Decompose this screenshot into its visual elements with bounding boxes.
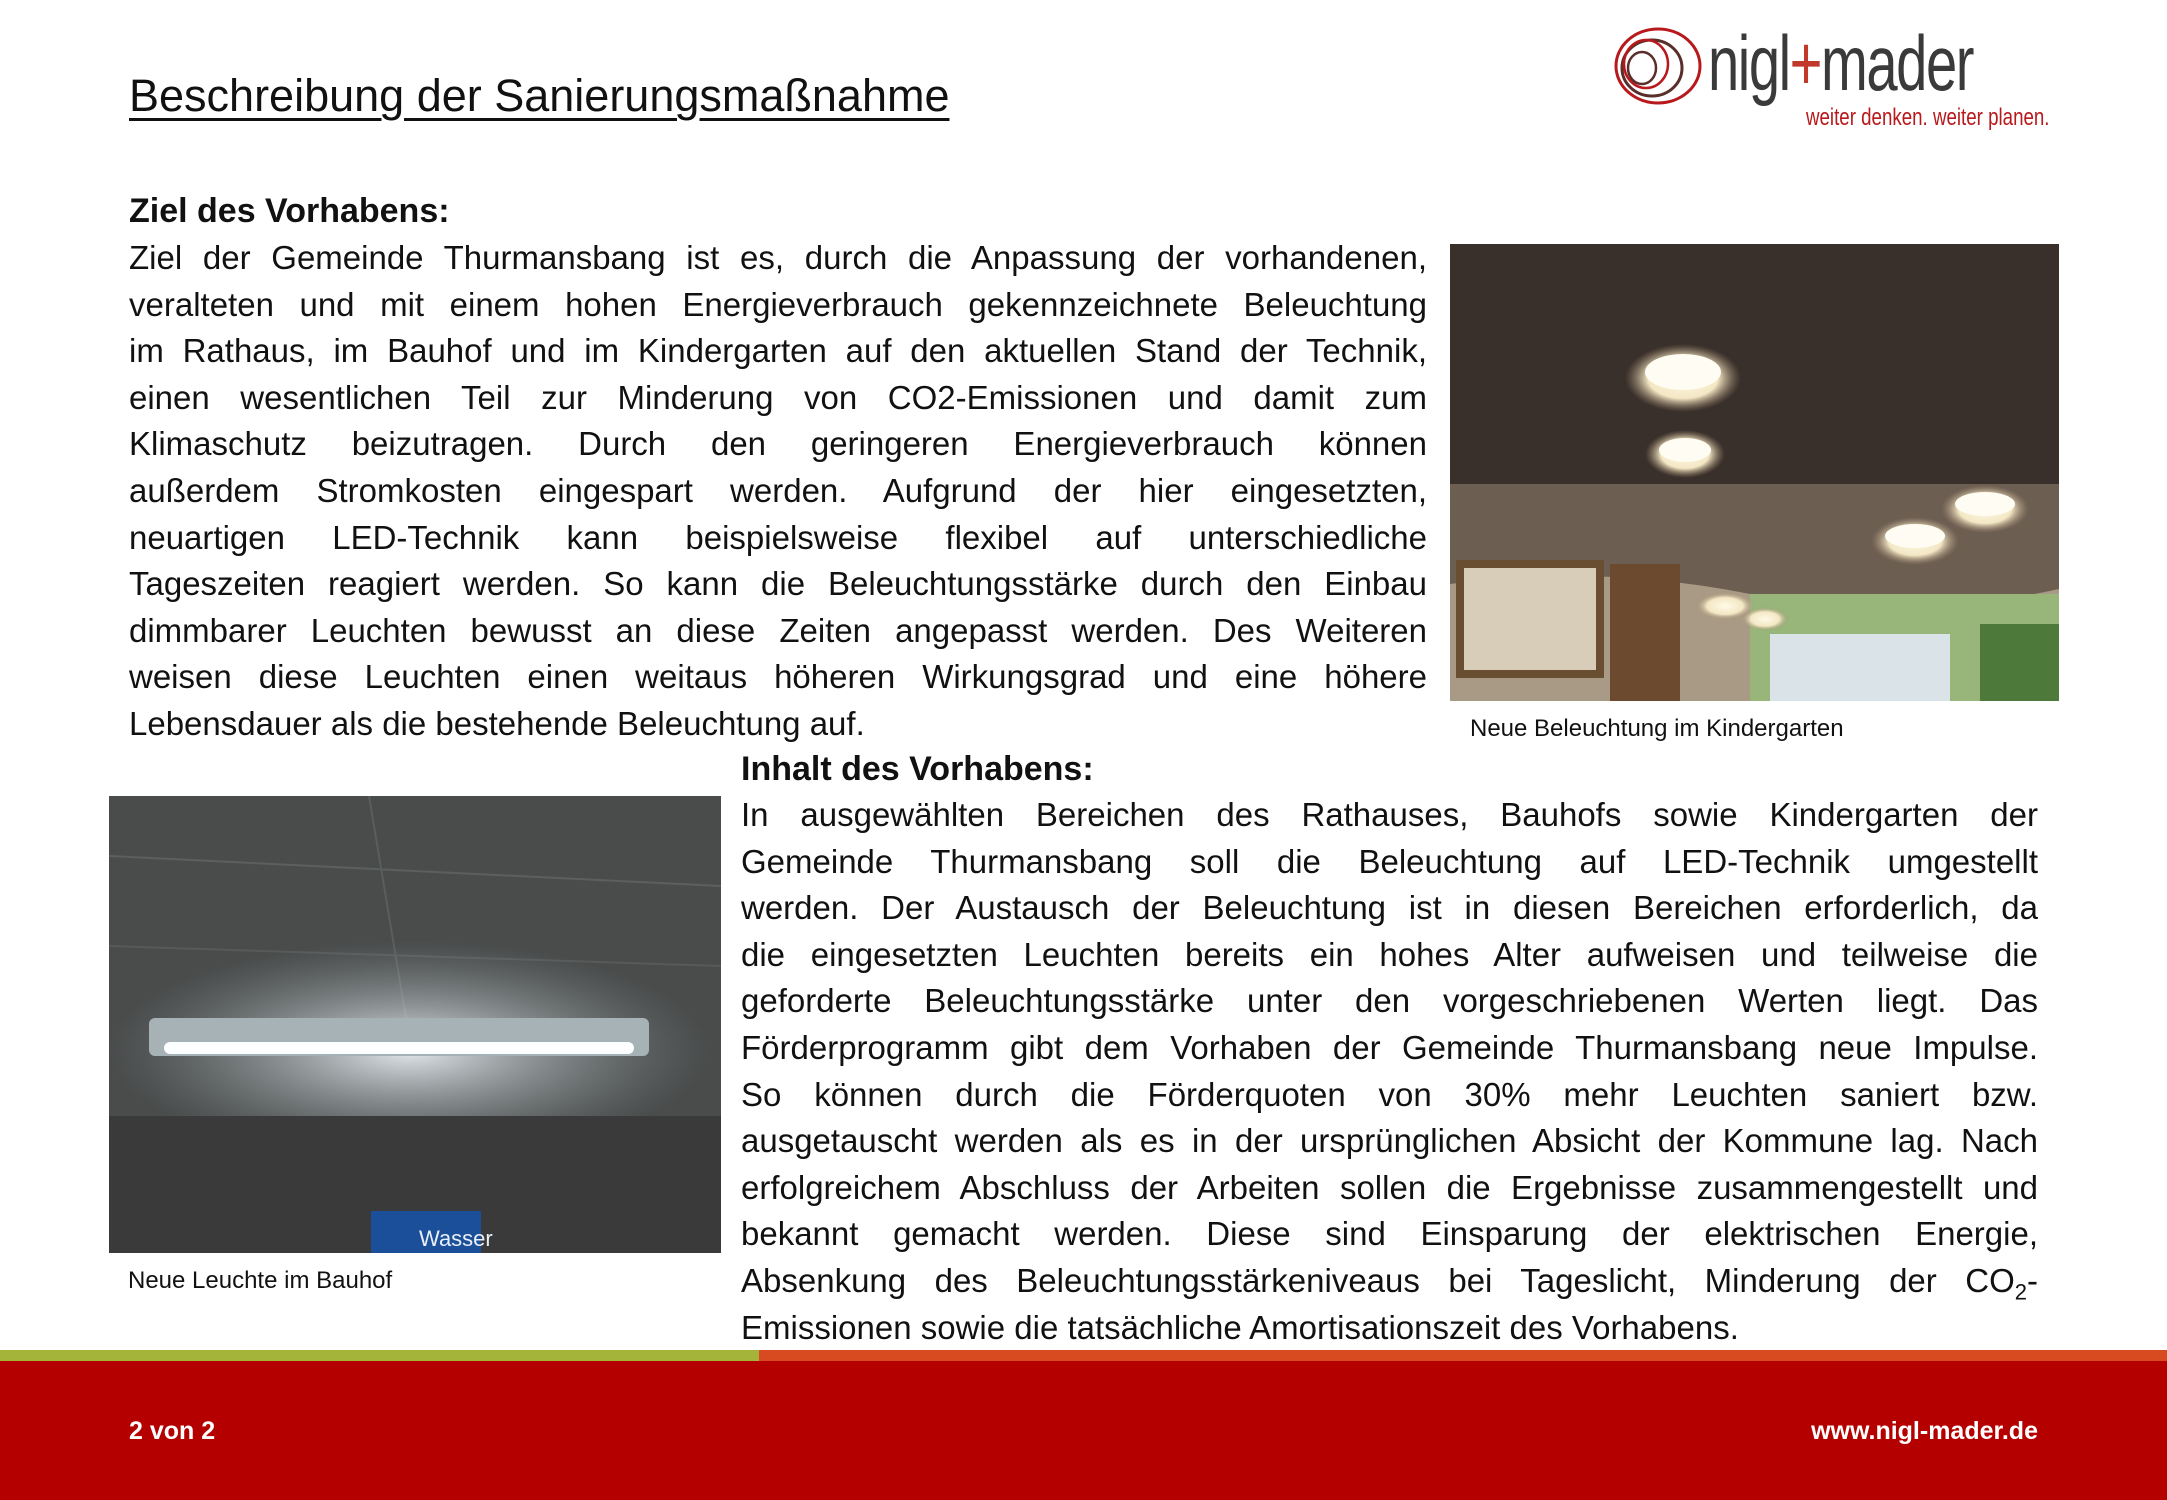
paragraph-line: Lebensdauer als die bestehende Beleuchtung auf. — [129, 704, 865, 742]
logo-wordmark: nigl+mader — [1708, 19, 1974, 107]
website-link[interactable]: www.nigl-mader.de — [1811, 1417, 2038, 1445]
paragraph-line: außerdem Stromkosten eingespart werden. Aufgrund der hier eingesetzten, — [129, 471, 1427, 509]
goal-heading: Ziel des Vorhabens: — [129, 192, 450, 230]
paragraph-line: Emissionen sowie die tatsächliche Amortisationszeit des Vorhabens. — [741, 1308, 1739, 1346]
paragraph-line: Gemeinde Thurmansbang soll die Beleuchtung auf LED-Technik umgestellt — [741, 842, 2038, 880]
goal-paragraph — [129, 235, 1427, 748]
paragraph-line: einen wesentlichen Teil zur Minderung von CO2-Emissionen und damit zum — [129, 378, 1427, 416]
paragraph-line: neuartigen LED-Technik kann beispielsweise flexibel auf unterschiedliche — [129, 518, 1427, 556]
bauhof-sign-text: Wasser — [419, 1226, 493, 1251]
logo-tagline: weiter denken. weiter planen. — [1806, 104, 2050, 131]
paragraph-line: Ziel der Gemeinde Thurmansbang ist es, durch die Anpassung der vorhandenen, — [129, 239, 1427, 276]
paragraph-line: Tageszeiten reagiert werden. So kann die Beleuchtungsstärke durch den Einbau — [129, 565, 1427, 603]
kindergarten-photo — [1450, 244, 2059, 701]
footer-bar — [0, 1361, 2167, 1500]
paragraph-line: In ausgewählten Bereichen des Rathauses, Bauhofs sowie Kindergarten der — [741, 796, 2038, 833]
paragraph-line: dimmbarer Leuchten bewusst an diese Zeiten angepasst werden. Des Weiteren — [129, 611, 1427, 649]
page-title: Beschreibung der Sanierungsmaßnahme — [129, 70, 950, 121]
paragraph-line: Klimaschutz beizutragen. Durch den geringeren Energieverbrauch können — [129, 425, 1427, 463]
paragraph-line: weisen diese Leuchten einen weitaus höheren Wirkungsgrad und eine höhere — [129, 658, 1427, 696]
paragraph-line: geforderte Beleuchtungsstärke unter den vorgeschriebenen Werten liegt. Das — [741, 982, 2038, 1020]
logo-rings-icon — [1612, 24, 1704, 108]
bauhof-caption: Neue Leuchte im Bauhof — [128, 1267, 393, 1294]
paragraph-line: erfolgreichem Abschluss der Arbeiten sollen die Ergebnisse zusammengestellt und — [741, 1168, 2038, 1206]
paragraph-line: So können durch die Förderquoten von 30% mehr Leuchten saniert bzw. — [741, 1075, 2038, 1113]
page-number: 2 von 2 — [129, 1417, 216, 1445]
paragraph-line: Förderprogramm gibt dem Vorhaben der Gemeinde Thurmansbang neue Impulse. — [741, 1028, 2038, 1066]
content-paragraph — [741, 792, 2038, 1351]
paragraph-line: ausgetauscht werden als es in der ursprünglichen Absicht der Kommune lag. Nach — [741, 1122, 2038, 1160]
paragraph-line: veralteten und mit einem hohen Energieverbrauch gekennzeichnete Beleuchtung — [129, 285, 1427, 323]
paragraph-line: die eingesetzten Leuchten bereits ein hohes Alter aufweisen und teilweise die — [741, 935, 2038, 973]
footer-accent-green — [0, 1350, 759, 1361]
paragraph-line: bekannt gemacht werden. Diese sind Einsparung der elektrischen Energie, — [741, 1215, 2038, 1253]
paragraph-line: Absenkung des Beleuchtungsstärkeniveaus bei Tageslicht, Minderung der $CO_2-$ — [741, 1261, 2038, 1305]
kindergarten-caption: Neue Beleuchtung im Kindergarten — [1470, 715, 1844, 742]
content-heading: Inhalt des Vorhabens: — [741, 750, 1094, 788]
paragraph-line: werden. Der Austausch der Beleuchtung ist in diesen Bereichen erforderlich, da — [741, 889, 2038, 927]
paragraph-line: im Rathaus, im Bauhof und im Kindergarten auf den aktuellen Stand der Technik, — [129, 332, 1427, 370]
footer-accent-orange — [759, 1350, 2167, 1361]
bauhof-photo — [109, 796, 721, 1253]
